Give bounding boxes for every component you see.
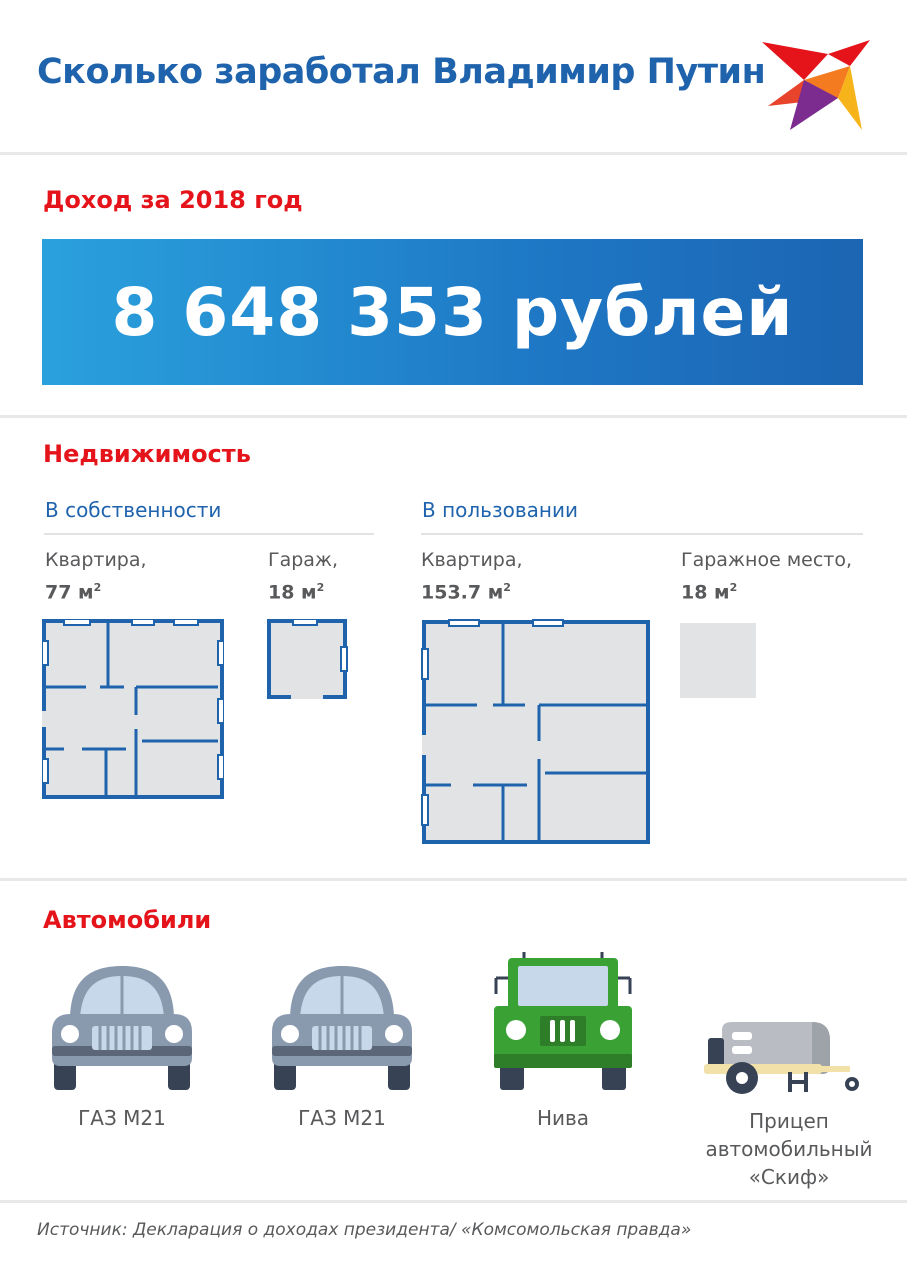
garage-place-icon (680, 623, 756, 698)
property-name: Квартира, (45, 549, 147, 571)
car-volga-icon (46, 962, 198, 1092)
used-garage-info (681, 546, 852, 606)
used-apartment-info (421, 546, 523, 606)
apartment-plan-icon (42, 619, 224, 801)
garage-plan-icon (267, 619, 349, 701)
car-label: ГАЗ М21 (298, 1106, 386, 1130)
car-label: Нива (536, 1106, 590, 1130)
property-name: Гараж, (268, 549, 339, 571)
used-label: В пользовании (422, 498, 578, 522)
trailer-label (678, 1107, 900, 1191)
car-label: ГАЗ М21 (78, 1106, 166, 1130)
realty-title: Недвижимость (43, 440, 251, 468)
car-niva-icon (490, 950, 636, 1092)
trailer-icon (700, 1018, 866, 1098)
income-title: Доход за 2018 год (43, 186, 303, 214)
trailer-label-line: автомобильный (705, 1137, 873, 1161)
owned-garage-info (268, 546, 338, 606)
source-note: Источник: Декларация о доходах президента/ «Комсомольская правда» (37, 1220, 692, 1240)
divider (0, 1200, 907, 1203)
property-area: 77 $м^2$ (45, 581, 102, 604)
trailer-label-line: «Скиф» (748, 1165, 830, 1189)
property-area: 18 $м^2$ (681, 581, 738, 604)
owned-underline (44, 533, 374, 535)
property-area: 153.7 $м^2$ (421, 581, 511, 604)
owned-label: В собственности (45, 498, 222, 522)
used-underline (421, 533, 863, 535)
property-name: Гаражное место, (681, 549, 853, 571)
income-amount: 8 648 353 рублей (111, 273, 794, 351)
apartment-plan-icon (421, 619, 651, 845)
property-area: 18 $м^2$ (268, 581, 325, 604)
car-volga-icon (266, 962, 418, 1092)
divider (0, 415, 907, 418)
property-name: Квартира, (421, 549, 523, 571)
trailer-label-line: Прицеп (749, 1109, 829, 1133)
divider (0, 152, 907, 155)
page-title: Сколько заработал Владимир Путин (37, 52, 766, 92)
bird-logo-icon (758, 36, 874, 132)
owned-apartment-info (45, 546, 147, 606)
income-banner (42, 239, 863, 385)
divider (0, 878, 907, 881)
cars-title: Автомобили (43, 906, 212, 934)
